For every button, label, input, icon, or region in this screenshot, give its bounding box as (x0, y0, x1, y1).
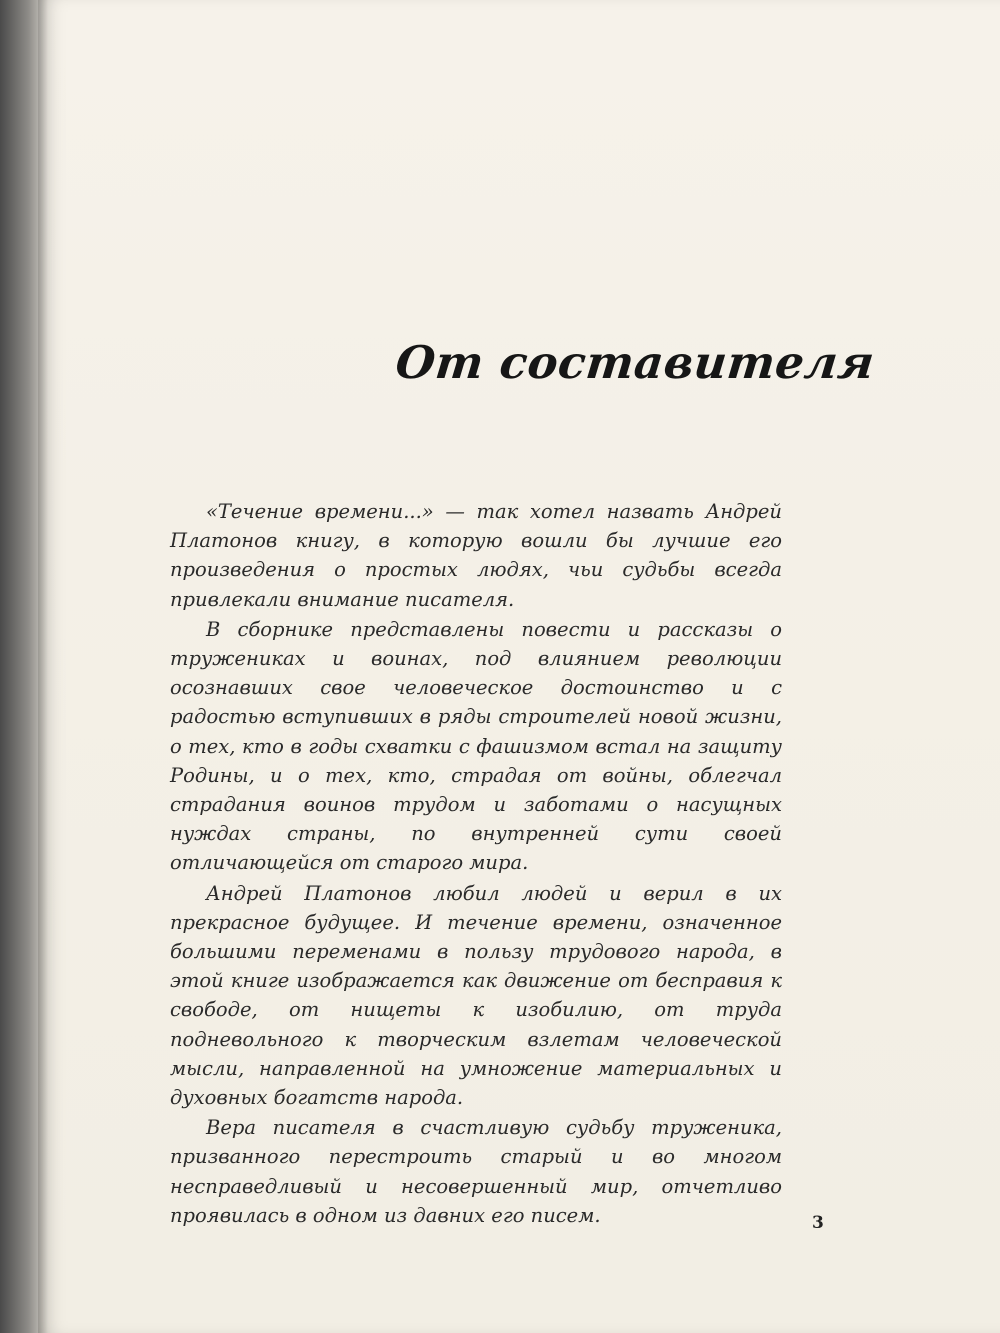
book-spine (0, 0, 40, 1333)
section-heading: От составителя (393, 336, 878, 389)
body-text (170, 497, 782, 1230)
paragraph-3: Андрей Платонов любил людей и верил в их прекрасное будущее. И течение времени, означенное большими переменами в пользу трудового народа, в этой книге изображается как движение от бесправия к свободе, от нищеты к изобилию, от труда подневольного к творческим взлетам человеческой мысли, направленной на умножение материальных и духовных богатств народа. (170, 881, 782, 1110)
paragraph-1: «Течение времени...» — так хотел назвать Андрей Платонов книгу, в которую вошли бы лучшие его произведения о простых людях, чьи судьбы всегда привлекали внимание писателя. (170, 500, 782, 611)
page-number: 3 (812, 1213, 824, 1233)
paragraph-4: Вера писателя в счастливую судьбу труженика, призванного перестроить старый и во многом несправедливый и несовершенный мир, отчетливо проявилась в одном из давних его писем. (170, 1116, 782, 1227)
paragraph-2: В сборнике представлены повести и рассказы о тружениках и воинах, под влиянием революции осознавших свое человеческое достоинство и с радостью вступивших в ряды строителей новой жизни, о тех, кто в годы схватки с фашизмом встал на защиту Родины, и о тех, кто, страдая от войны, облегчал страдания воинов трудом и заботами о насущных нуждах страны, по внутренней сути своей отличающейся от старого мира. (170, 617, 782, 875)
page-gutter-shadow (38, 0, 48, 1333)
